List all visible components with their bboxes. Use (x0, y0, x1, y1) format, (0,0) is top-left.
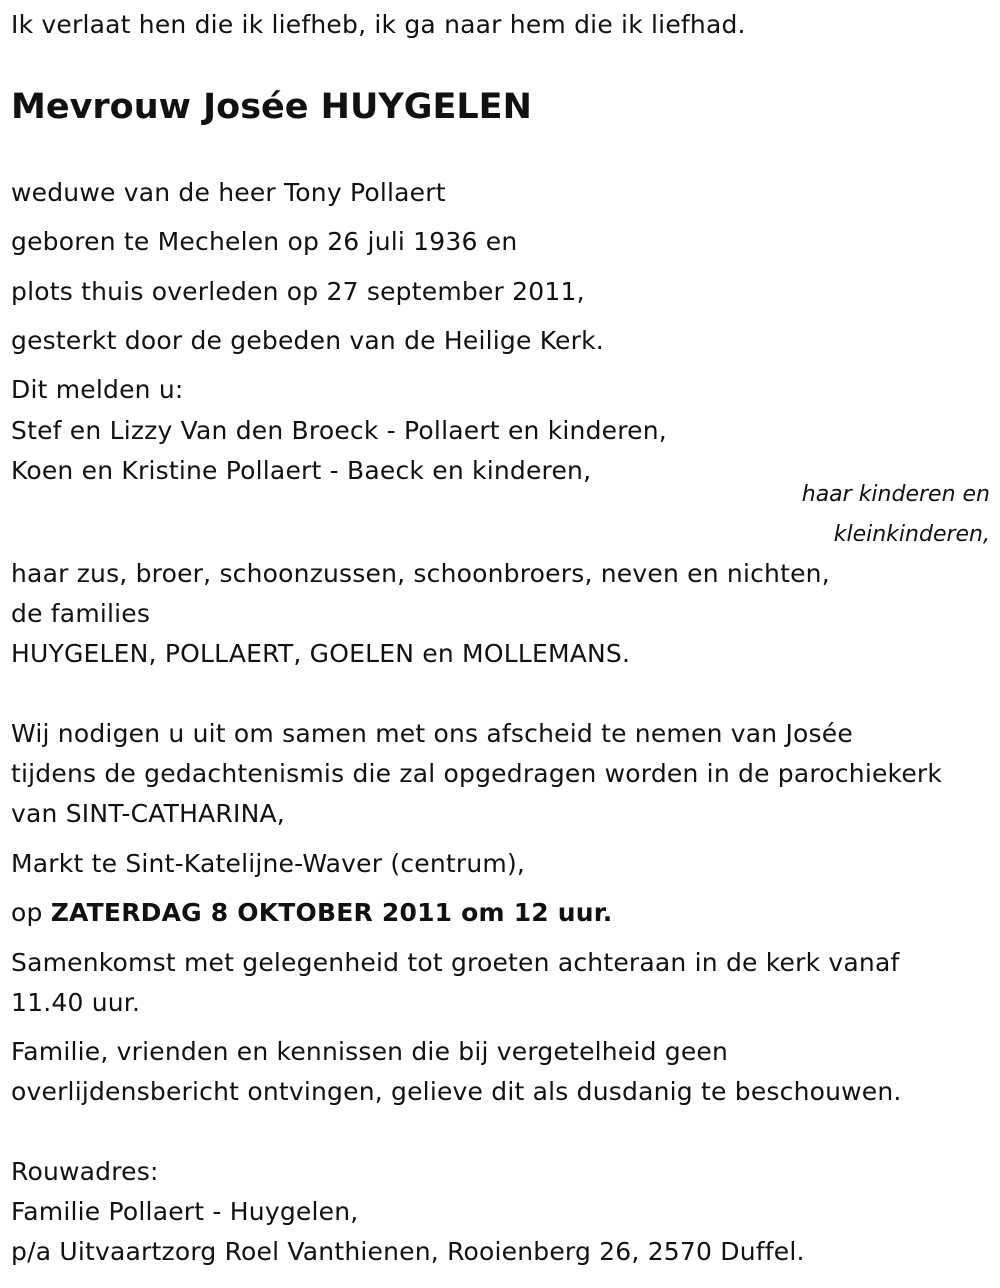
gathering-line: Samenkomst met gelegenheid tot groeten achteraan in de kerk vanaf (11, 948, 900, 977)
announcer-line: Koen en Kristine Pollaert - Baeck en kinderen, (11, 456, 592, 485)
ceremony-date: ZATERDAG 8 OKTOBER 2011 om 12 uur. (50, 898, 613, 927)
ceremony-date-line (11, 898, 612, 928)
ceremony-location: Markt te Sint-Katelijne-Waver (centrum), (11, 849, 526, 878)
deceased-name: Mevrouw Josée HUYGELEN (11, 87, 532, 127)
opening-quote: Ik verlaat hen die ik liefheb, ik ga naar hem die ik liefhad. (11, 10, 746, 39)
invite-line: tijdens de gedachtenismis die zal opgedragen worden in de parochiekerk (11, 759, 943, 788)
invite-line: Wij nodigen u uit om samen met ons afscheid te nemen van Josée (11, 719, 853, 748)
announcers-intro: Dit melden u: (11, 375, 184, 404)
address-line: p/a Uitvaartzorg Roel Vanthienen, Rooienberg 26, 2570 Duffel. (11, 1237, 805, 1266)
address-label: Rouwadres: (11, 1157, 159, 1186)
date-prefix: op (11, 898, 43, 927)
detail-widow: weduwe van de heer Tony Pollaert (11, 178, 446, 207)
detail-church: gesterkt door de gebeden van de Heilige Kerk. (11, 326, 604, 355)
invite-line: van SINT-CATHARINA, (11, 799, 285, 828)
announcer-line: Stef en Lizzy Van den Broeck - Pollaert en kinderen, (11, 416, 667, 445)
notice-line: Familie, vrienden en kennissen die bij vergetelheid geen (11, 1037, 729, 1066)
family-line: de families (11, 599, 151, 628)
detail-born: geboren te Mechelen op 26 juli 1936 en (11, 227, 518, 256)
family-names: HUYGELEN, POLLAERT, GOELEN en MOLLEMANS. (11, 639, 631, 668)
side-note-line: kleinkinderen, (833, 522, 990, 547)
side-note-line: haar kinderen en (801, 482, 990, 507)
notice-line: overlijdensbericht ontvingen, gelieve dit als dusdanig te beschouwen. (11, 1077, 902, 1106)
family-line: haar zus, broer, schoonzussen, schoonbroers, neven en nichten, (11, 559, 830, 588)
address-line: Familie Pollaert - Huygelen, (11, 1197, 359, 1226)
gathering-line: 11.40 uur. (11, 988, 141, 1017)
detail-died: plots thuis overleden op 27 september 2011, (11, 277, 585, 306)
